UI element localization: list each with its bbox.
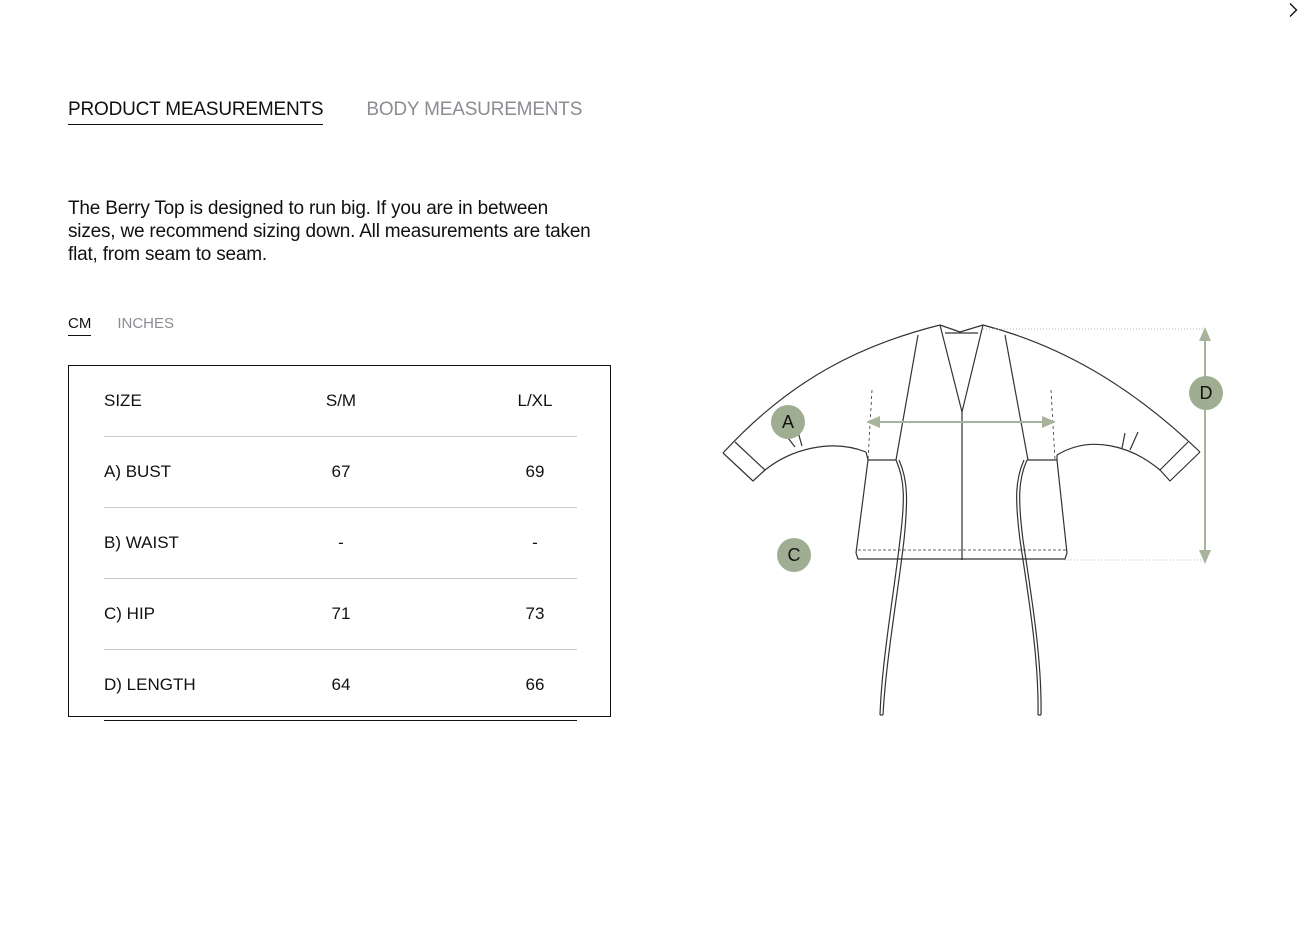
row-label: D) LENGTH [104, 650, 304, 721]
close-button[interactable] [1283, 0, 1300, 20]
tab-product-measurements[interactable]: PRODUCT MEASUREMENTS [68, 99, 323, 125]
header-size: SIZE [104, 366, 304, 437]
measure-lines [872, 329, 1205, 560]
size-table [104, 366, 577, 721]
table-row [104, 508, 577, 579]
fit-description: The Berry Top is designed to run big. If you are in between sizes, we recommend sizing down. All measurements are taken flat, from seam to seam. [68, 198, 591, 265]
table-header-row [104, 366, 577, 437]
table-row [104, 650, 577, 721]
marker-a-label: A [781, 412, 795, 432]
cell-lxl: 73 [493, 579, 577, 650]
row-label: A) BUST [104, 437, 304, 508]
header-sm: S/M [304, 366, 378, 437]
row-label: B) WAIST [104, 508, 304, 579]
cell-lxl: 66 [493, 650, 577, 721]
cell-sm: 67 [304, 437, 378, 508]
garment-diagram [700, 300, 1260, 760]
cell-sm: - [304, 508, 378, 579]
marker-d-label: D [1199, 383, 1213, 403]
marker-c-label: C [787, 545, 801, 565]
table-row [104, 437, 577, 508]
cell-sm: 71 [304, 579, 378, 650]
unit-toggle [68, 315, 174, 336]
tab-body-measurements[interactable]: BODY MEASUREMENTS [366, 99, 583, 120]
size-table-container [68, 365, 611, 717]
cell-sm: 64 [304, 650, 378, 721]
header-lxl: L/XL [493, 366, 577, 437]
marker-c [777, 538, 811, 572]
measurement-tabs [68, 99, 582, 125]
garment-outline [723, 325, 1200, 715]
chevron-right-icon [1287, 2, 1299, 18]
row-label: C) HIP [104, 579, 304, 650]
cell-lxl: - [493, 508, 577, 579]
marker-d [1189, 376, 1223, 410]
unit-cm[interactable]: CM [68, 315, 91, 336]
cell-lxl: 69 [493, 437, 577, 508]
marker-a [771, 405, 805, 439]
table-row [104, 579, 577, 650]
unit-inches[interactable]: INCHES [117, 315, 175, 332]
